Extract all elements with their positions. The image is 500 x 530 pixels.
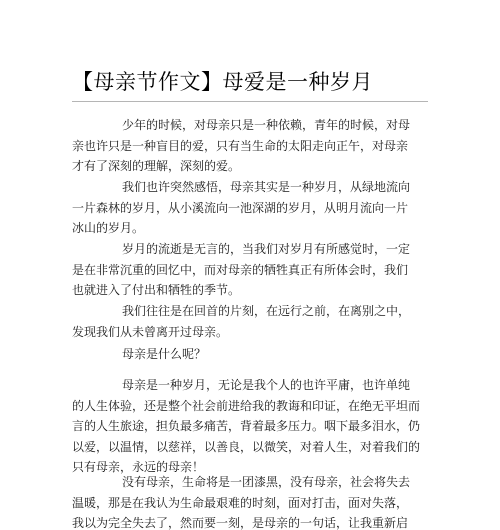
- paragraph-line: 一片森林的岁月，从小溪流向一池深湖的岁月，从明月流向一片: [72, 200, 409, 215]
- paragraph-line: 我们也许突然感悟，母亲其实是一种岁月，从绿地流向: [122, 180, 411, 194]
- paragraph-line: 是在非常沉重的回忆中，而对母亲的牺牲真正有所体会时，我们: [72, 262, 409, 277]
- title-divider: [72, 101, 428, 102]
- paragraph-line: 岁月的流逝是无言的，当我们对岁月有所感觉时，一定: [122, 242, 411, 256]
- paragraph-line: 没有母亲，生命将是一团漆黑，没有母亲，社会将失去: [122, 475, 411, 489]
- paragraph-line: 也就进入了付出和牺牲的季节。: [72, 283, 241, 297]
- paragraph-line: 我以为完全失去了，然而要一刻，是母亲的一句话，让我重新启: [72, 516, 409, 530]
- paragraph-line: 亲也许只是一种盲目的爱，只有当生命的太阳走向正午，对母亲: [72, 138, 409, 153]
- paragraph-line: 才有了深刻的理解，深刻的爱。: [72, 159, 241, 173]
- paragraph-line: 只有母亲，永远的母亲！: [72, 460, 205, 474]
- paragraph-line: 我们往往是在回首的片刻，在远行之前，在离别之中，: [122, 304, 411, 318]
- paragraph-line: 发现我们从未曾离开过母亲。: [72, 324, 229, 339]
- paragraph-line: 言的人生旅途，担负最多痛苦，背着最多压力。咽下最多泪水，仍: [72, 419, 421, 433]
- paragraph-line: 母亲是一种岁月，无论是我个人的也许平庸，也许单纯: [122, 378, 411, 392]
- paragraph-line: 温暖，那是在我认为生命最艰难的时刻，面对打击，面对失落，: [72, 495, 409, 510]
- paragraph-line: 母亲是什么呢？: [122, 347, 207, 361]
- paragraph-line: 以爱，以温情，以慈祥，以善良，以微笑，对着人生，对着我们的: [72, 439, 421, 454]
- paragraph-line: 冰山的岁月。: [72, 221, 145, 235]
- paragraph-line: 的人生体验，还是整个社会前进给我的教诲和印证，在绝无平坦而: [72, 398, 421, 413]
- page-title: 【母亲节作文】母爱是一种岁月: [72, 70, 373, 94]
- paragraph-line: 少年的时候，对母亲只是一种依赖，青年的时候，对母: [122, 118, 411, 132]
